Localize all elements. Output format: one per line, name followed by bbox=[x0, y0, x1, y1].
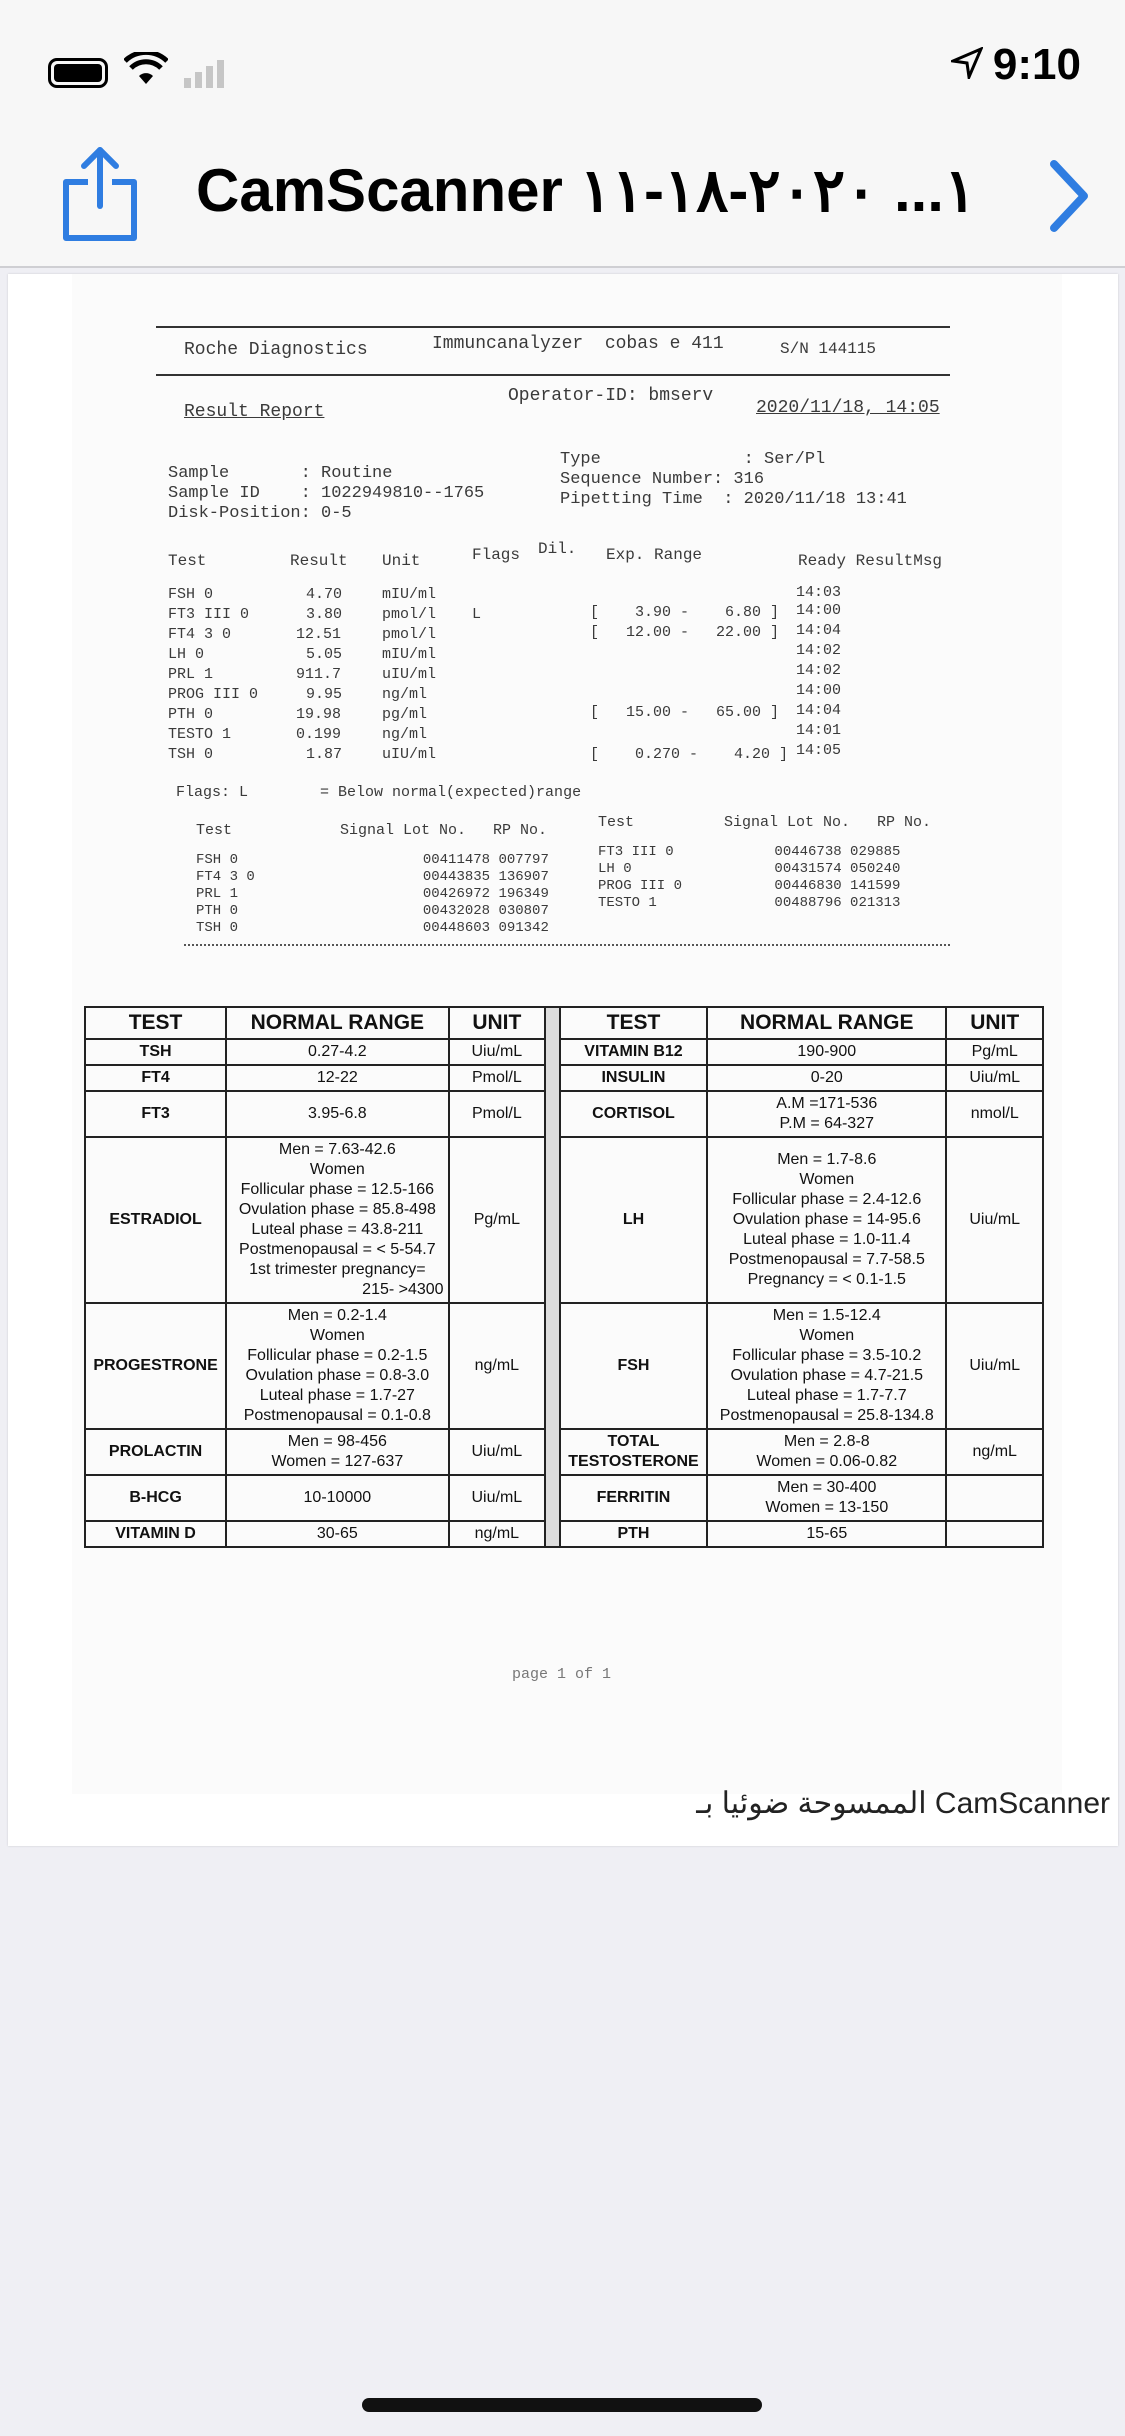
range-line: Women = 127-637 bbox=[271, 1453, 404, 1471]
result-unit: mIU/ml bbox=[382, 586, 437, 603]
range-line: Pregnancy = < 0.1-1.5 bbox=[747, 1271, 906, 1289]
ref-test-lh: LH bbox=[560, 1137, 707, 1303]
result-test: TESTO 1 bbox=[168, 726, 232, 743]
result-value: 5.05 bbox=[306, 646, 343, 663]
report-paper bbox=[72, 274, 1062, 1794]
ref-range-progesterone bbox=[226, 1303, 448, 1429]
range-line: Follicular phase = 12.5-166 bbox=[240, 1181, 435, 1199]
share-button[interactable] bbox=[58, 144, 142, 244]
ref-row-vitd bbox=[85, 1521, 1043, 1547]
ref-unit-insulin: Uiu/mL bbox=[946, 1065, 1043, 1091]
col-range-header: Exp. Range bbox=[606, 546, 703, 564]
ref-test-prolactin: PROLACTIN bbox=[85, 1429, 226, 1475]
report-title: Result Report bbox=[184, 402, 325, 422]
ref-unit-ft4: Pmol/L bbox=[449, 1065, 546, 1091]
result-value: 19.98 bbox=[296, 706, 342, 723]
location-arrow-icon bbox=[951, 40, 983, 90]
ref-test-ferritin: FERRITIN bbox=[560, 1475, 707, 1521]
ref-range-fsh bbox=[707, 1303, 946, 1429]
sample-info: Sample : Routine Sample ID : 1022949810--1765 Disk-Position: 0-5 bbox=[168, 464, 485, 523]
result-ready: 14:05 bbox=[796, 742, 842, 759]
ref-unit-tsh: Uiu/mL bbox=[449, 1039, 546, 1065]
ref-test-cortisol: CORTISOL bbox=[560, 1091, 707, 1137]
result-ready: 14:04 bbox=[796, 702, 842, 719]
range-line: 215- >4300 bbox=[362, 1281, 444, 1299]
status-bar bbox=[0, 0, 1125, 130]
col-unit-header: Unit bbox=[382, 552, 421, 570]
ref-unit-cortisol: nmol/L bbox=[946, 1091, 1043, 1137]
range-line: Ovulation phase = 0.8-3.0 bbox=[245, 1367, 430, 1385]
result-range: [ 0.270 - 4.20 ] bbox=[590, 746, 789, 763]
result-test: PRL 1 bbox=[168, 666, 214, 683]
ref-range-tsh: 0.27-4.2 bbox=[226, 1039, 448, 1065]
result-value: 9.95 bbox=[306, 686, 343, 703]
range-line: Luteal phase = 1.7-7.7 bbox=[746, 1387, 907, 1405]
result-unit: pmol/l bbox=[382, 606, 437, 623]
scanned-document[interactable] bbox=[8, 274, 1118, 1846]
home-indicator[interactable] bbox=[362, 2398, 762, 2412]
result-value: 911.7 bbox=[296, 666, 342, 683]
result-unit: ng/ml bbox=[382, 726, 428, 743]
ref-range-b12: 190-900 bbox=[707, 1039, 946, 1065]
ref-row-bhcg bbox=[85, 1475, 1043, 1521]
result-unit: pg/ml bbox=[382, 706, 428, 723]
range-line: Women bbox=[799, 1171, 855, 1189]
range-line: Luteal phase = 1.0-11.4 bbox=[743, 1231, 911, 1249]
status-icons-right bbox=[951, 40, 1081, 90]
ref-range-ferritin bbox=[707, 1475, 946, 1521]
ref-row-estradiol bbox=[85, 1137, 1043, 1303]
ref-range-estradiol bbox=[226, 1137, 448, 1303]
signal-list-right: FT3 III 0 00446738 029885 LH 0 00431574 050240 PROG III 0 00446830 141599 TESTO 1 00488796 021313 bbox=[598, 844, 901, 911]
col-ready-header: Ready ResultMsg bbox=[798, 552, 943, 570]
cortisol-am: A.M =171-536 bbox=[776, 1095, 878, 1113]
status-time: 9:10 bbox=[992, 40, 1081, 89]
range-line: Postmenopausal = 25.8-134.8 bbox=[719, 1407, 934, 1425]
ref-test-ft3: FT3 bbox=[85, 1091, 226, 1137]
ref-header-test-2: TEST bbox=[560, 1007, 707, 1039]
type-info: Type : Ser/Pl Sequence Number: 316 Pipetting Time : 2020/11/18 13:41 bbox=[560, 450, 907, 509]
result-ready: 14:02 bbox=[796, 662, 842, 679]
ref-row-ft4 bbox=[85, 1065, 1043, 1091]
range-line: Men = 1.7-8.6 bbox=[777, 1151, 877, 1169]
range-line: Postmenopausal = 7.7-58.5 bbox=[728, 1251, 925, 1269]
range-line: Postmenopausal = 0.1-0.8 bbox=[243, 1407, 431, 1425]
cellular-signal-icon bbox=[184, 58, 224, 88]
result-value: 0.199 bbox=[296, 726, 342, 743]
header-bottom-rule bbox=[156, 374, 950, 376]
flags-note: Flags: L = Below normal(expected)range bbox=[176, 784, 582, 801]
result-ready: 14:03 bbox=[796, 584, 842, 601]
ref-test-progesterone: PROGESTRONE bbox=[85, 1303, 226, 1429]
report-datetime: 2020/11/18, 14:05 bbox=[756, 398, 940, 418]
ref-unit-lh: Uiu/mL bbox=[946, 1137, 1043, 1303]
ref-test-tsh: TSH bbox=[85, 1039, 226, 1065]
cortisol-pm: P.M = 64-327 bbox=[779, 1115, 874, 1133]
ref-test-bhcg: B-HCG bbox=[85, 1475, 226, 1521]
range-line: Women bbox=[309, 1327, 365, 1345]
result-unit: mIU/ml bbox=[382, 646, 437, 663]
report-serial: S/N 144115 bbox=[780, 340, 877, 358]
range-line: Men = 30-400 bbox=[777, 1479, 877, 1497]
ref-range-ft3: 3.95-6.8 bbox=[226, 1091, 448, 1137]
range-line: Men = 1.5-12.4 bbox=[772, 1307, 881, 1325]
ref-test-pth: PTH bbox=[560, 1521, 707, 1547]
ref-row-tsh bbox=[85, 1039, 1043, 1065]
range-line: Women bbox=[309, 1161, 365, 1179]
result-unit: pmol/l bbox=[382, 626, 437, 643]
result-unit: uIU/ml bbox=[382, 746, 437, 763]
ref-test-vitd: VITAMIN D bbox=[85, 1521, 226, 1547]
ref-range-vitd: 30-65 bbox=[226, 1521, 448, 1547]
ref-unit-progesterone: ng/mL bbox=[449, 1303, 546, 1429]
range-line: Men = 98-456 bbox=[287, 1433, 387, 1451]
result-range: [ 15.00 - 65.00 ] bbox=[590, 704, 780, 721]
header-top-rule bbox=[156, 326, 950, 328]
result-value: 3.80 bbox=[306, 606, 343, 623]
col-flags-header: Flags bbox=[472, 546, 521, 564]
signal-header-left: Test Signal Lot No. RP No. bbox=[196, 822, 548, 839]
range-line: Follicular phase = 2.4-12.6 bbox=[732, 1191, 922, 1209]
result-test: PTH 0 bbox=[168, 706, 214, 723]
ref-range-pth: 15-65 bbox=[707, 1521, 946, 1547]
col-test-header: Test bbox=[168, 552, 207, 570]
ref-header-test: TEST bbox=[85, 1007, 226, 1039]
result-ready: 14:02 bbox=[796, 642, 842, 659]
range-line: Men = 2.8-8 bbox=[783, 1433, 870, 1451]
ref-range-lh bbox=[707, 1137, 946, 1303]
col-result-header: Result bbox=[290, 552, 348, 570]
range-line: Women = 13-150 bbox=[765, 1499, 889, 1517]
ref-row-ft3 bbox=[85, 1091, 1043, 1137]
ref-test-ft4: FT4 bbox=[85, 1065, 226, 1091]
ref-test-insulin: INSULIN bbox=[560, 1065, 707, 1091]
ref-header-unit: UNIT bbox=[449, 1007, 546, 1039]
range-line: Men = 0.2-1.4 bbox=[287, 1307, 387, 1325]
chevron-right-icon bbox=[1040, 154, 1100, 238]
ref-header-row bbox=[85, 1007, 1043, 1039]
ref-unit-b12: Pg/mL bbox=[946, 1039, 1043, 1065]
result-test: FT4 3 0 bbox=[168, 626, 232, 643]
result-range: [ 3.90 - 6.80 ] bbox=[590, 604, 780, 621]
result-value: 1.87 bbox=[306, 746, 343, 763]
report-operator: Operator-ID: bmserv bbox=[508, 386, 714, 406]
range-line: Follicular phase = 3.5-10.2 bbox=[732, 1347, 922, 1365]
ref-test-estradiol: ESTRADIOL bbox=[85, 1137, 226, 1303]
range-line: Postmenopausal = < 5-54.7 bbox=[239, 1241, 436, 1259]
ref-range-ft4: 12-22 bbox=[226, 1065, 448, 1091]
ref-range-insulin: 0-20 bbox=[707, 1065, 946, 1091]
navigation-bar bbox=[0, 130, 1125, 268]
reference-range-table bbox=[84, 1006, 1044, 1548]
report-brand: Roche Diagnostics bbox=[184, 340, 368, 360]
report-analyzer: Immuncanalyzer cobas e 411 bbox=[432, 334, 724, 354]
range-line: Women = 0.06-0.82 bbox=[756, 1453, 898, 1471]
range-line: 1st trimester pregnancy= bbox=[249, 1261, 426, 1279]
ref-unit-vitd: ng/mL bbox=[449, 1521, 546, 1547]
result-test: FSH 0 bbox=[168, 586, 214, 603]
ref-unit-prolactin: Uiu/mL bbox=[449, 1429, 546, 1475]
ref-header-unit-2: UNIT bbox=[946, 1007, 1043, 1039]
camscanner-watermark: الممسوحة ضوئيا بـ CamScanner bbox=[696, 1787, 1110, 1820]
result-unit: uIU/ml bbox=[382, 666, 437, 683]
range-line: Luteal phase = 43.8-211 bbox=[251, 1221, 424, 1239]
result-unit: ng/ml bbox=[382, 686, 428, 703]
result-ready: 14:01 bbox=[796, 722, 842, 739]
range-line: Ovulation phase = 4.7-21.5 bbox=[730, 1367, 924, 1385]
document-title: CamScanner ١... ٢٠٢٠-١٨-١١ bbox=[196, 157, 976, 224]
ref-unit-fsh: Uiu/mL bbox=[946, 1303, 1043, 1429]
signal-divider bbox=[184, 944, 950, 946]
range-line: Follicular phase = 0.2-1.5 bbox=[247, 1347, 428, 1365]
range-line: Ovulation phase = 14-95.6 bbox=[732, 1211, 921, 1229]
ref-unit-ft3: Pmol/L bbox=[449, 1091, 546, 1137]
ref-header-range: NORMAL RANGE bbox=[226, 1007, 448, 1039]
ref-row-prolactin bbox=[85, 1429, 1043, 1475]
result-test: TSH 0 bbox=[168, 746, 214, 763]
signal-header-right: Test Signal Lot No. RP No. bbox=[598, 814, 932, 831]
result-ready: 14:00 bbox=[796, 602, 842, 619]
ref-test-b12: VITAMIN B12 bbox=[560, 1039, 707, 1065]
ref-row-progesterone bbox=[85, 1303, 1043, 1429]
ref-test-testosterone: TOTAL TESTOSTERONE bbox=[560, 1429, 707, 1475]
result-flag: L bbox=[472, 606, 482, 623]
ref-unit-estradiol: Pg/mL bbox=[449, 1137, 546, 1303]
range-line: Luteal phase = 1.7-27 bbox=[259, 1387, 415, 1405]
ref-unit-pth bbox=[946, 1521, 1043, 1547]
signal-list-left: FSH 0 00411478 007797 FT4 3 0 00443835 136907 PRL 1 00426972 196349 PTH 0 00432028 030807 TSH 0 00448603 091342 bbox=[196, 852, 549, 936]
ref-unit-testosterone: ng/mL bbox=[946, 1429, 1043, 1475]
wifi-icon bbox=[124, 52, 168, 93]
status-icons-left bbox=[48, 52, 224, 93]
range-line: Women bbox=[799, 1327, 855, 1345]
next-document-button[interactable] bbox=[1040, 154, 1100, 238]
result-test: LH 0 bbox=[168, 646, 205, 663]
result-ready: 14:04 bbox=[796, 622, 842, 639]
ref-center-divider bbox=[545, 1007, 560, 1547]
ref-unit-bhcg: Uiu/mL bbox=[449, 1475, 546, 1521]
ref-range-testosterone bbox=[707, 1429, 946, 1475]
battery-icon bbox=[48, 58, 108, 88]
result-value: 12.51 bbox=[296, 626, 342, 643]
share-icon bbox=[58, 144, 142, 244]
ref-range-bhcg: 10-10000 bbox=[226, 1475, 448, 1521]
result-ready: 14:00 bbox=[796, 682, 842, 699]
result-test: FT3 III 0 bbox=[168, 606, 250, 623]
ref-range-cortisol bbox=[707, 1091, 946, 1137]
col-dil-header: Dil. bbox=[538, 540, 577, 558]
page-note: page 1 of 1 bbox=[512, 1666, 612, 1683]
range-line: Ovulation phase = 85.8-498 bbox=[238, 1201, 436, 1219]
ref-unit-ferritin bbox=[946, 1475, 1043, 1521]
result-range: [ 12.00 - 22.00 ] bbox=[590, 624, 780, 641]
result-test: PROG III 0 bbox=[168, 686, 259, 703]
ref-header-range-2: NORMAL RANGE bbox=[707, 1007, 946, 1039]
result-value: 4.70 bbox=[306, 586, 343, 603]
ref-test-fsh: FSH bbox=[560, 1303, 707, 1429]
range-line: Men = 7.63-42.6 bbox=[278, 1141, 396, 1159]
ref-range-prolactin bbox=[226, 1429, 448, 1475]
